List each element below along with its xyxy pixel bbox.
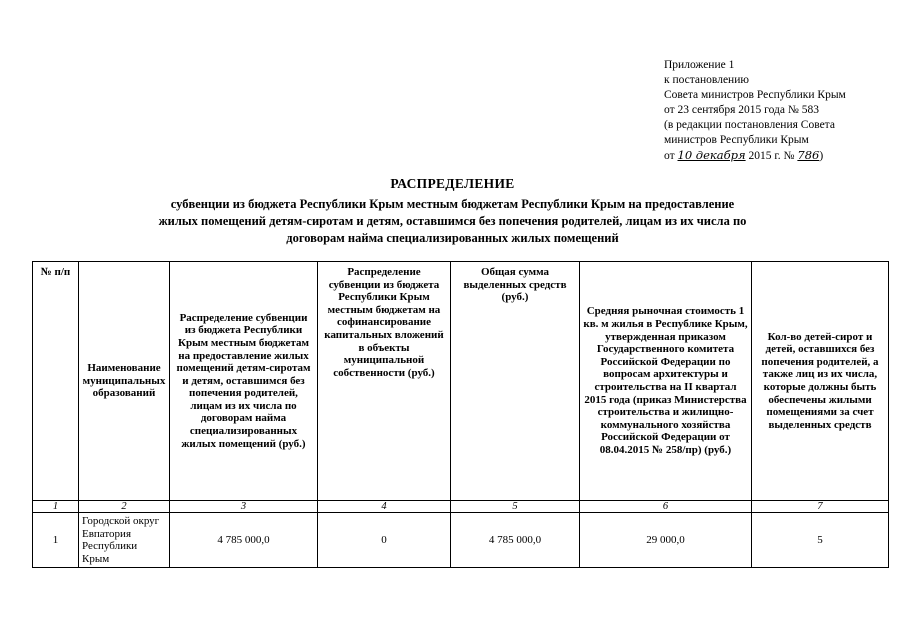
appendix-from: от [664,150,675,162]
municipality-cell: Городской округ Евпатория Республики Крым [79,513,170,568]
column-number-cell: 7 [752,501,889,513]
table-row [33,513,889,568]
appendix-block [664,58,894,164]
row-number-cell: 1 [33,513,79,568]
appendix-line: к постановлению [664,74,749,86]
header-cell-market-cost: Средняя рыночная стоимость 1 кв. м жилья в Республике Крым, утвержденная приказом Государственного комитета Российской Федерации по вопросам архитектуры и строительства на II квартал 2015 года (приказ Министерства строительства и жилищно-коммунального хозяйства Российской Федерации от 08.04.2015 № 258/пр) (руб.) [580,262,752,501]
header-cell-cofinancing: Распределение субвенции из бюджета Республики Крым местным бюджетам на софинансирование капитальных вложений в объекты муниципальной собственности (руб.) [318,262,451,501]
appendix-last-line: от 10 декабря 2015 г. № 786) [664,148,824,162]
header-cell-number: № п/п [33,262,79,501]
appendix-line: Совета министров Республики Крым [664,89,846,101]
handwritten-date: 10 декабря [677,148,746,162]
column-number-cell: 6 [580,501,752,513]
subtitle-line: жилых помещений детям-сиротам и детям, оставшимся без попечения родителей, лицам из их числа по [158,214,747,228]
table-header-row [33,262,889,501]
column-number-cell: 3 [170,501,318,513]
header-cell-municipality: Наименование муниципальных образований [79,262,170,501]
appendix-line: Приложение 1 [664,59,735,71]
column-number-cell: 2 [79,501,170,513]
total-cell: 4 785 000,0 [451,513,580,568]
distribution-table [32,261,889,568]
column-number-cell: 1 [33,501,79,513]
subtitle-line: субвенции из бюджета Республики Крым местным бюджетам Республики Крым на предоставление [170,197,735,211]
header-cell-subvention-housing: Распределение субвенции из бюджета Республики Крым местным бюджетам на предоставление жилых помещений детям-сиротам и детям, оставшимся без попечения родителей, лицам из их числа по договорам найма специализированных жилых помещений (руб.) [170,262,318,501]
children-count-cell: 5 [752,513,889,568]
appendix-year-number: 2015 г. № [748,150,795,162]
document-title: РАСПРЕДЕЛЕНИЕ [390,176,515,191]
table-column-numbers-row [33,501,889,513]
cofinancing-cell: 0 [318,513,451,568]
appendix-line: (в редакции постановления Совета [664,119,835,131]
appendix-line: министров Республики Крым [664,134,809,146]
header-cell-total: Общая сумма выделенных средств (руб.) [451,262,580,501]
subtitle-line: договорам найма специализированных жилых помещений [286,231,619,245]
document-subtitle [100,196,805,247]
header-cell-children-count: Кол-во детей-сирот и детей, оставшихся без попечения родителей, а также лиц из их числа, которые должны быть обеспечены жилыми помещениями за счет выделенных средств [752,262,889,501]
subvention-housing-cell: 4 785 000,0 [170,513,318,568]
appendix-line: от 23 сентября 2015 года № 583 [664,104,819,116]
column-number-cell: 4 [318,501,451,513]
column-number-cell: 5 [451,501,580,513]
handwritten-number: 786 [797,148,820,162]
market-cost-cell: 29 000,0 [580,513,752,568]
